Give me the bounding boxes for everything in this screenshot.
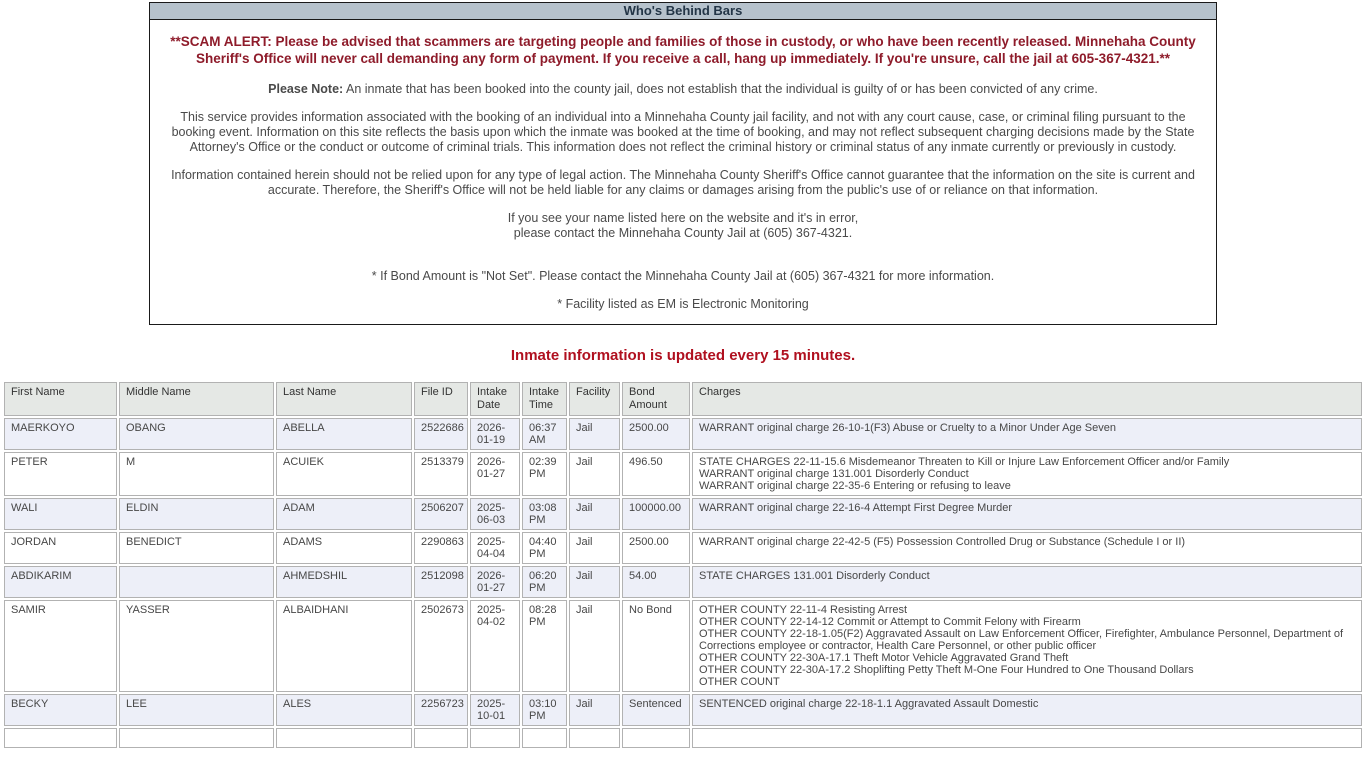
cell-file-id: 2506207	[414, 498, 468, 530]
cell-intake-time: 04:40 PM	[522, 532, 567, 564]
cell-charges	[692, 418, 1362, 450]
cell-intake-time: 03:10 PM	[522, 694, 567, 726]
charge-line: STATE CHARGES 131.001 Disorderly Conduct	[699, 570, 930, 582]
charge-line: OTHER COUNTY 22-14-12 Commit or Attempt to Commit Felony with Firearm	[699, 616, 1081, 628]
cell-facility: Jail	[569, 418, 620, 450]
cell-last-name: ACUIEK	[276, 452, 412, 496]
cell-file-id: 2512098	[414, 566, 468, 598]
cell-first-name: JORDAN	[4, 532, 117, 564]
cell-intake-time: 08:28 PM	[522, 600, 567, 692]
cell-bond-amount: 2500.00	[622, 418, 690, 450]
service-info-text: This service provides information associated with the booking of an individual into a Minnehaha County jail facility, and not with any court cause, case, or criminal filing pursuant to the booking event. Information on this site reflects the basis upon which the inmate was booked at the time of booking, and may not reflect subsequent charging decisions made by the State Attorney's Office or the conduct or outcome of criminal trials. This information does not reflect the criminal history or criminal status of any inmate currently or previously in custody.	[171, 110, 1195, 154]
column-header-charges: Charges	[692, 382, 1362, 416]
legal-disclaimer-text: Information contained herein should not be relied upon for any type of legal action. The Minnehaha County Sheriff's Office cannot guarantee that the information on the site is current and accurate. Therefore, the Sheriff's Office will not be held liable for any claims or damages arising from the public's use of or reliance on that information.	[171, 168, 1195, 197]
table-row	[4, 498, 1362, 530]
cell-charges	[692, 452, 1362, 496]
charge-line: OTHER COUNTY 22-30A-17.2 Shoplifting Petty Theft M-One Four Hundred to One Thousand Dollars	[699, 664, 1194, 676]
cell-file-id: 2522686	[414, 418, 468, 450]
cell-charges	[692, 728, 1362, 748]
notice-body	[150, 20, 1216, 324]
cell-charges	[692, 600, 1362, 692]
column-header-middle-name: Middle Name	[119, 382, 274, 416]
cell-file-id	[414, 728, 468, 748]
cell-intake-date: 2025-10-01	[470, 694, 520, 726]
cell-last-name: ALBAIDHANI	[276, 600, 412, 692]
column-header-facility: Facility	[569, 382, 620, 416]
cell-facility: Jail	[569, 566, 620, 598]
cell-middle-name: ELDIN	[119, 498, 274, 530]
table-head	[4, 382, 1362, 416]
cell-intake-date: 2026-01-27	[470, 452, 520, 496]
cell-charges	[692, 694, 1362, 726]
cell-intake-time: 02:39 PM	[522, 452, 567, 496]
charge-line: OTHER COUNTY 22-18-1.05(F2) Aggravated Assault on Law Enforcement Officer, Firefighter, Ambulance Personnel, Department of Corrections employee or contractor, Health Care Personnel, or other public officer	[699, 628, 1344, 652]
charge-line: WARRANT original charge 22-35-6 Entering or refusing to leave	[699, 480, 1011, 492]
cell-middle-name: M	[119, 452, 274, 496]
cell-intake-time: 06:37 AM	[522, 418, 567, 450]
column-header-last-name: Last Name	[276, 382, 412, 416]
cell-middle-name: OBANG	[119, 418, 274, 450]
charge-line: WARRANT original charge 131.001 Disorderly Conduct	[699, 468, 969, 480]
cell-file-id: 2502673	[414, 600, 468, 692]
update-notice: Inmate information is updated every 15 minutes.	[510, 347, 856, 364]
table-row	[4, 532, 1362, 564]
charge-line: OTHER COUNT	[699, 676, 780, 688]
cell-last-name	[276, 728, 412, 748]
column-header-intake-date: Intake Date	[470, 382, 520, 416]
bond-note-text: * If Bond Amount is "Not Set". Please contact the Minnehaha County Jail at (605) 367-4321 for more information.	[371, 269, 995, 283]
error-contact-line2: please contact the Minnehaha County Jail at (605) 367-4321.	[513, 226, 853, 240]
cell-middle-name	[119, 728, 274, 748]
cell-intake-date: 2026-01-19	[470, 418, 520, 450]
charge-line: OTHER COUNTY 22-11-4 Resisting Arrest	[699, 604, 908, 616]
cell-last-name: ADAMS	[276, 532, 412, 564]
table-row	[4, 694, 1362, 726]
please-note	[160, 82, 1206, 97]
notice-box	[149, 2, 1217, 325]
cell-charges	[692, 498, 1362, 530]
table-row	[4, 452, 1362, 496]
cell-first-name: WALI	[4, 498, 117, 530]
cell-last-name: AHMEDSHIL	[276, 566, 412, 598]
cell-facility: Jail	[569, 498, 620, 530]
cell-bond-amount	[622, 728, 690, 748]
page-title: Who's Behind Bars	[150, 3, 1216, 20]
column-header-intake-time: Intake Time	[522, 382, 567, 416]
cell-facility: Jail	[569, 532, 620, 564]
facility-note-text: * Facility listed as EM is Electronic Monitoring	[557, 297, 809, 311]
cell-file-id: 2290863	[414, 532, 468, 564]
cell-facility: Jail	[569, 694, 620, 726]
charge-line: SENTENCED original charge 22-18-1.1 Aggravated Assault Domestic	[699, 698, 1039, 710]
cell-middle-name: LEE	[119, 694, 274, 726]
cell-first-name: MAERKOYO	[4, 418, 117, 450]
cell-middle-name: BENEDICT	[119, 532, 274, 564]
inmate-table	[2, 380, 1364, 750]
cell-last-name: ADAM	[276, 498, 412, 530]
cell-first-name: ABDIKARIM	[4, 566, 117, 598]
table-body	[4, 418, 1362, 748]
cell-intake-date	[470, 728, 520, 748]
table-header-row	[4, 382, 1362, 416]
cell-facility: Jail	[569, 452, 620, 496]
cell-bond-amount: 496.50	[622, 452, 690, 496]
column-header-bond-amount: Bond Amount	[622, 382, 690, 416]
cell-intake-time: 03:08 PM	[522, 498, 567, 530]
cell-first-name: PETER	[4, 452, 117, 496]
cell-charges	[692, 566, 1362, 598]
cell-middle-name: YASSER	[119, 600, 274, 692]
cell-charges	[692, 532, 1362, 564]
cell-intake-date: 2026-01-27	[470, 566, 520, 598]
cell-last-name: ALES	[276, 694, 412, 726]
cell-intake-time	[522, 728, 567, 748]
charge-line: OTHER COUNTY 22-30A-17.1 Theft Motor Vehicle Aggravated Grand Theft	[699, 652, 1069, 664]
table-row	[4, 566, 1362, 598]
please-note-label: Please Note:	[268, 82, 344, 96]
cell-bond-amount: 100000.00	[622, 498, 690, 530]
error-contact-line1: If you see your name listed here on the website and it's in error,	[507, 211, 859, 225]
cell-bond-amount: Sentenced	[622, 694, 690, 726]
scam-alert-text: **SCAM ALERT: Please be advised that scammers are targeting people and families of those in custody, or who have been recently released. Minnehaha County Sheriff's Office will never call demanding any form of payment. If you receive a call, hang up immediately. If you're unsure, call the jail at 605-367-4321.**	[170, 34, 1196, 66]
charge-line: WARRANT original charge 26-10-1(F3) Abuse or Cruelty to a Minor Under Age Seven	[699, 422, 1116, 434]
charge-line: WARRANT original charge 22-42-5 (F5) Possession Controlled Drug or Substance (Schedule I or II)	[699, 536, 1186, 548]
cell-first-name	[4, 728, 117, 748]
cell-bond-amount: 54.00	[622, 566, 690, 598]
error-contact-text	[160, 211, 1206, 241]
cell-middle-name	[119, 566, 274, 598]
cell-last-name: ABELLA	[276, 418, 412, 450]
table-row	[4, 728, 1362, 748]
cell-bond-amount: No Bond	[622, 600, 690, 692]
cell-facility	[569, 728, 620, 748]
cell-file-id: 2513379	[414, 452, 468, 496]
cell-facility: Jail	[569, 600, 620, 692]
table-row	[4, 600, 1362, 692]
table-row	[4, 418, 1362, 450]
cell-intake-time: 06:20 PM	[522, 566, 567, 598]
cell-intake-date: 2025-04-02	[470, 600, 520, 692]
charge-line: STATE CHARGES 22-11-15.6 Misdemeanor Threaten to Kill or Injure Law Enforcement Officer and/or Family	[699, 456, 1230, 468]
cell-first-name: BECKY	[4, 694, 117, 726]
cell-intake-date: 2025-06-03	[470, 498, 520, 530]
charge-line: WARRANT original charge 22-16-4 Attempt First Degree Murder	[699, 502, 1013, 514]
column-header-first-name: First Name	[4, 382, 117, 416]
cell-bond-amount: 2500.00	[622, 532, 690, 564]
please-note-text: An inmate that has been booked into the county jail, does not establish that the individual is guilty of or has been convicted of any crime.	[345, 82, 1098, 96]
cell-intake-date: 2025-04-04	[470, 532, 520, 564]
cell-first-name: SAMIR	[4, 600, 117, 692]
cell-file-id: 2256723	[414, 694, 468, 726]
column-header-file-id: File ID	[414, 382, 468, 416]
